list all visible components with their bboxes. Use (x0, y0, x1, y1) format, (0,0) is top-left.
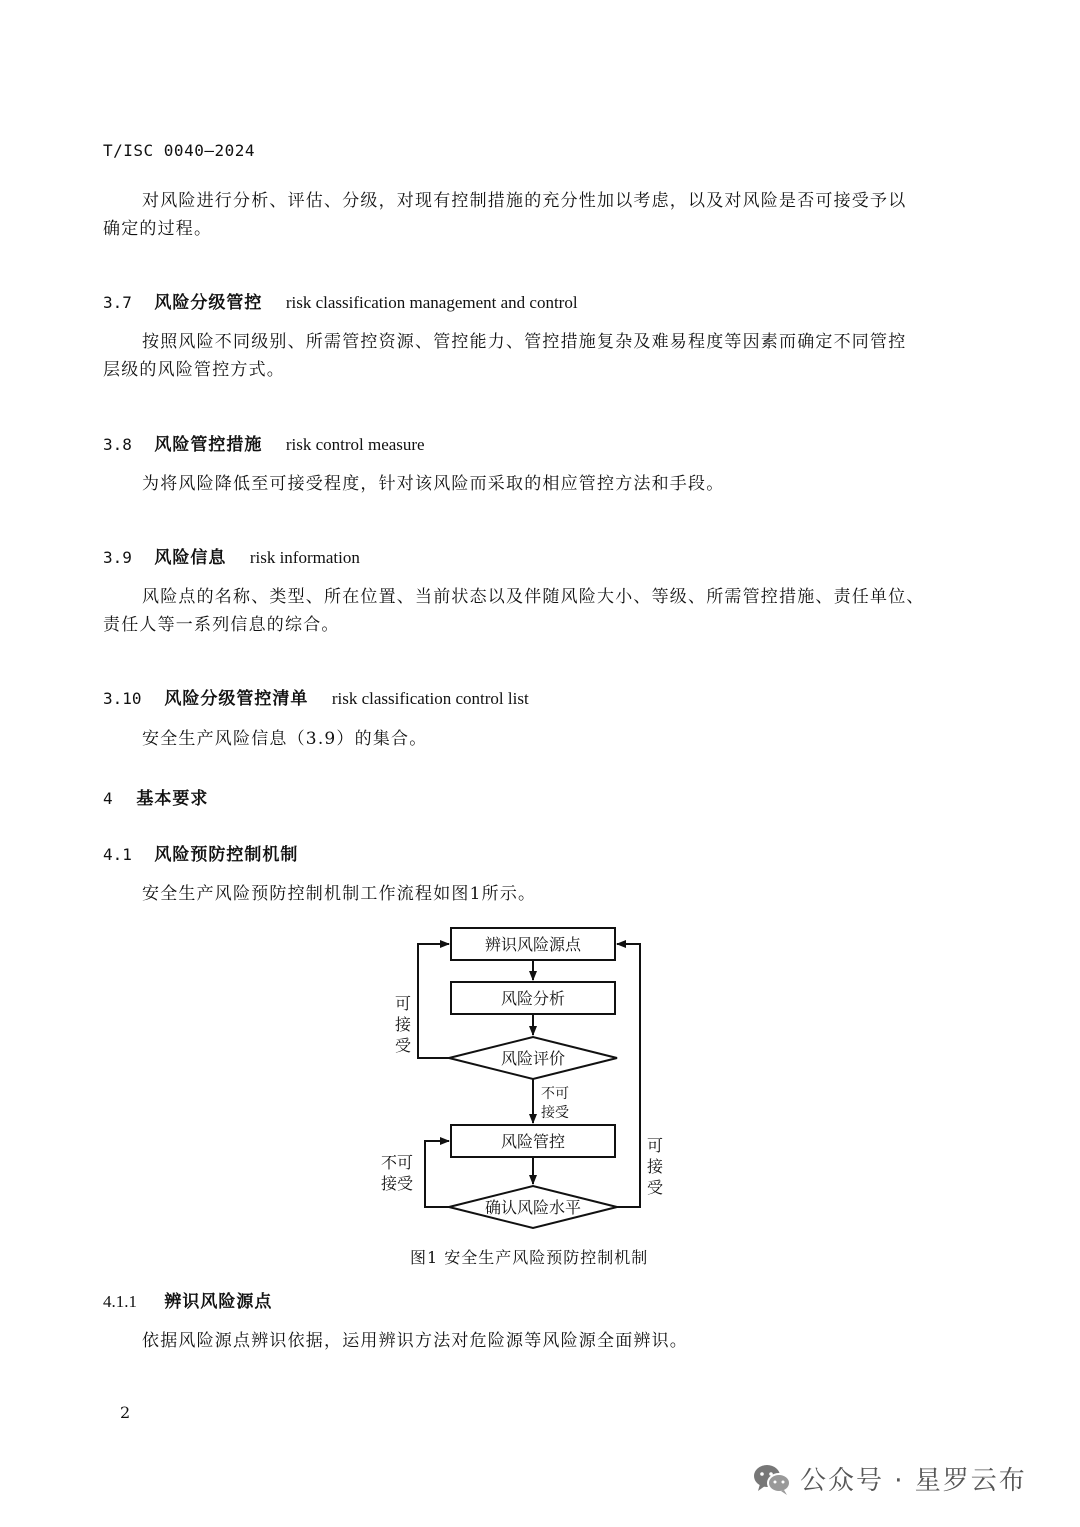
flow-label-accept-left: 可 (394, 994, 412, 1013)
section-number: 3.8 (103, 435, 132, 454)
section-title-en: risk classification control list (331, 689, 529, 708)
section-title-zh: 风险预防控制机制 (154, 845, 299, 865)
section-title-zh: 风险分级管控清单 (164, 689, 309, 709)
section-number: 3.10 (103, 689, 142, 708)
section-title-en: risk information (249, 548, 360, 567)
paragraph-line: 确定的过程。 (103, 219, 213, 239)
paragraph-line: 安全生产风险预防控制机制工作流程如图1所示。 (142, 884, 537, 904)
flow-label-accept-right: 受 (646, 1178, 664, 1197)
flow-label-not-accept-mid: 接受 (541, 1105, 569, 1121)
watermark-text: 公众号 · 星罗云布 (800, 1466, 1027, 1496)
paragraph-line: 层级的风险管控方式。 (103, 360, 285, 380)
paragraph-3-6 (103, 187, 907, 243)
paragraph-line: 按照风险不同级别、所需管控资源、管控能力、管控措施复杂及难易程度等因素而确定不同管控 (142, 332, 907, 352)
flow-text-evaluate: 风险评价 (500, 1049, 566, 1068)
flow-label-not-accept-left: 不可 (380, 1153, 414, 1172)
section-heading-4-1-1 (103, 1287, 272, 1312)
section-title-zh: 风险分级管控 (154, 293, 263, 313)
section-heading-3-10 (103, 684, 529, 709)
flow-text-confirm: 确认风险水平 (484, 1198, 582, 1217)
section-title-en: risk classification management and control (285, 293, 578, 312)
loop-not-accept-left (425, 1141, 449, 1207)
flow-label-not-accept-left: 接受 (380, 1174, 414, 1193)
page-number: 2 (120, 1403, 131, 1422)
section-number: 4 (103, 789, 113, 808)
flow-label-not-accept-mid: 不可 (541, 1086, 569, 1102)
flow-text-analysis: 风险分析 (500, 989, 566, 1008)
wechat-icon (752, 1462, 792, 1496)
paragraph-line: 安全生产风险信息（3.9）的集合。 (142, 729, 428, 749)
section-title-zh: 基本要求 (136, 789, 209, 809)
section-number: 4.1 (103, 845, 132, 864)
section-heading-4-1 (103, 840, 298, 865)
paragraph-3-8 (142, 470, 724, 498)
section-heading-3-7 (103, 288, 578, 313)
section-title-zh: 辨识风险源点 (164, 1292, 273, 1312)
section-title-en: risk control measure (285, 435, 425, 454)
paragraph-line: 为将风险降低至可接受程度，针对该风险而采取的相应管控方法和手段。 (142, 474, 725, 494)
section-number: 3.7 (103, 293, 132, 312)
paragraph-line: 风险点的名称、类型、所在位置、当前状态以及伴随风险大小、等级、所需管控措施、责任单位、 (142, 587, 925, 607)
document-id: T/ISC 0040—2024 (103, 141, 255, 160)
section-title-zh: 风险信息 (154, 548, 227, 568)
section-heading-3-9 (103, 543, 360, 568)
paragraph-line: 对风险进行分析、评估、分级，对现有控制措施的充分性加以考虑，以及对风险是否可接受予以 (142, 191, 907, 211)
section-title-zh: 风险管控措施 (154, 435, 263, 455)
paragraph-4-1 (142, 880, 536, 908)
paragraph-3-9 (103, 583, 925, 639)
section-number: 3.9 (103, 548, 132, 567)
flow-label-accept-left: 受 (394, 1036, 412, 1055)
section-number: 4.1.1 (103, 1292, 137, 1311)
flow-label-accept-right: 接 (646, 1157, 664, 1176)
flow-label-accept-right: 可 (646, 1136, 664, 1155)
section-heading-4 (103, 784, 208, 809)
loop-accept-left (418, 944, 449, 1058)
watermark (752, 1460, 1027, 1497)
paragraph-3-10 (142, 725, 427, 753)
flow-text-control: 风险管控 (500, 1132, 566, 1151)
section-heading-3-8 (103, 430, 425, 455)
flowchart (360, 920, 680, 1240)
paragraph-3-7 (103, 328, 907, 384)
flow-text-identify: 辨识风险源点 (484, 935, 582, 954)
paragraph-line: 依据风险源点辨识依据，运用辨识方法对危险源等风险源全面辨识。 (142, 1331, 688, 1351)
flow-label-accept-left: 接 (394, 1015, 412, 1034)
paragraph-4-1-1 (142, 1327, 688, 1355)
figure-caption: 图1 安全生产风险预防控制机制 (410, 1248, 649, 1267)
paragraph-line: 责任人等一系列信息的综合。 (103, 615, 340, 635)
loop-accept-right (617, 944, 640, 1207)
